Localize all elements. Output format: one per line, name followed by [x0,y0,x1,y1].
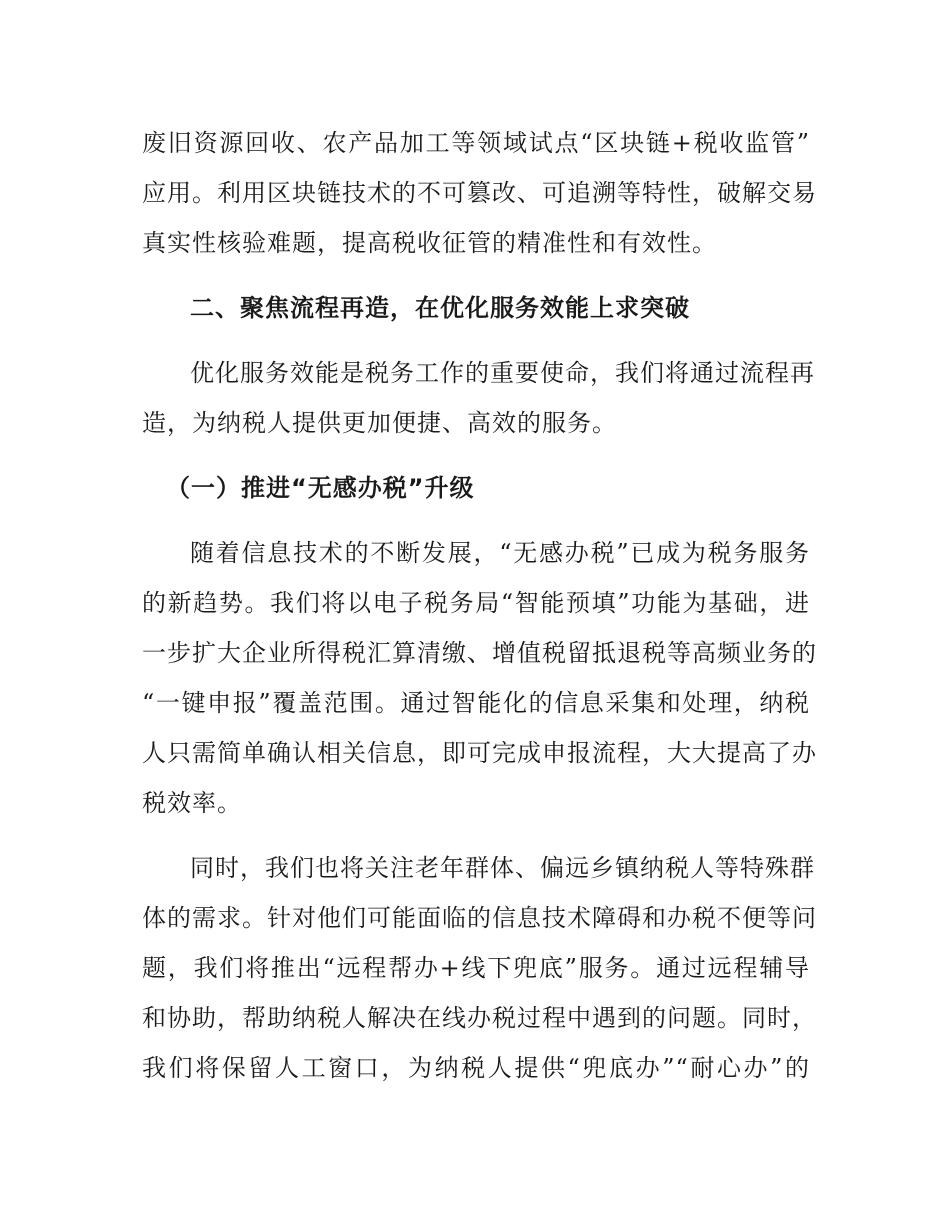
text-line: 随着信息技术的不断发展，“无感办税”已成为税务服务 [190,539,810,567]
section-heading: 二、聚焦流程再造，在优化服务效能上求突破 [190,294,690,322]
text-line: 我们将保留人工窗口，为纳税人提供“兜底办”“耐心办”的 [142,1054,810,1082]
text-line: 人只需简单确认相关信息，即可完成申报流程，大大提高了办 [142,739,817,767]
text-line: 税效率。 [142,789,242,817]
text-line: 题，我们将推出“远程帮办+线下兜底”服务。通过远程辅导 [142,954,810,982]
text-line: 应用。利用区块链技术的不可篡改、可追溯等特性，破解交易 [142,179,817,207]
text-line: 的新趋势。我们将以电子税务局“智能预填”功能为基础，进 [142,589,810,617]
subsection-heading: （一）推进“无感办税”升级 [166,474,475,502]
text-line: “一键申报”覆盖范围。通过智能化的信息采集和处理，纳税 [142,689,810,717]
text-line: 真实性核验难题，提高税收征管的精准性和有效性。 [142,229,717,257]
text-line: 同时，我们也将关注老年群体、偏远乡镇纳税人等特殊群 [190,854,815,882]
text-line: 和协助，帮助纳税人解决在线办税过程中遇到的问题。同时， [142,1004,817,1032]
text-line: 造，为纳税人提供更加便捷、高效的服务。 [142,409,617,437]
text-line: 一步扩大企业所得税汇算清缴、增值税留抵退税等高频业务的 [142,639,817,667]
text-line: 体的需求。针对他们可能面临的信息技术障碍和办税不便等问 [142,904,817,932]
text-line: 优化服务效能是税务工作的重要使命，我们将通过流程再 [190,359,815,387]
text-line: 废旧资源回收、农产品加工等领域试点“区块链+税收监管” [142,129,810,157]
